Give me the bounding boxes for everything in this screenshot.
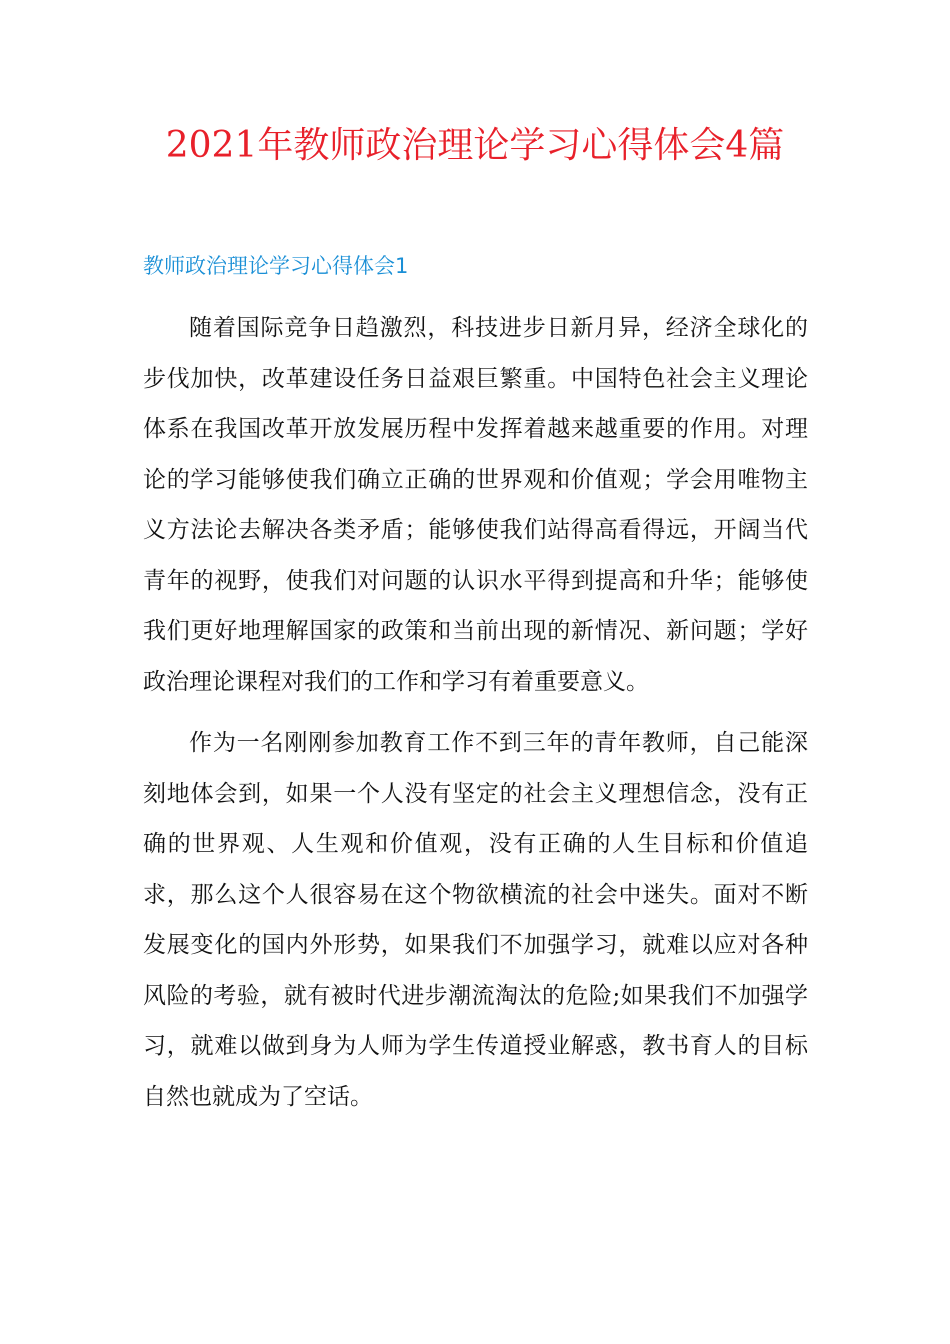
body-paragraph: 作为一名刚刚参加教育工作不到三年的青年教师，自己能深刻地体会到，如果一个人没有坚定的社会主义理想信念，没有正确的世界观、人生观和价值观，没有正确的人生目标和价值追求，那么这个人很容易在这个物欲横流的社会中迷失。面对不断发展变化的国内外形势，如果我们不加强学习，就难以应对各种风险的考验，就有被时代进步潮流淘汰的危险;如果我们不加强学习，就难以做到身为人师为学生传道授业解惑，教书育人的目标自然也就成为了空话。 — [143, 730, 808, 1110]
document-title: 2021年教师政治理论学习心得体会4篇 — [165, 125, 785, 166]
body-paragraph: 随着国际竞争日趋激烈，科技进步日新月异，经济全球化的步伐加快，改革建设任务日益艰巨繁重。中国特色社会主义理论体系在我国改革开放发展历程中发挥着越来越重要的作用。对理论的学习能够使我们确立正确的世界观和价值观；学会用唯物主义方法论去解决各类矛盾；能够使我们站得高看得远，开阔当代青年的视野，使我们对问题的认识水平得到提高和升华；能够使我们更好地理解国家的政策和当前出现的新情况、新问题；学好政治理论课程对我们的工作和学习有着重要意义。 — [143, 315, 808, 695]
section-heading: 教师政治理论学习心得体会1 — [143, 254, 409, 278]
